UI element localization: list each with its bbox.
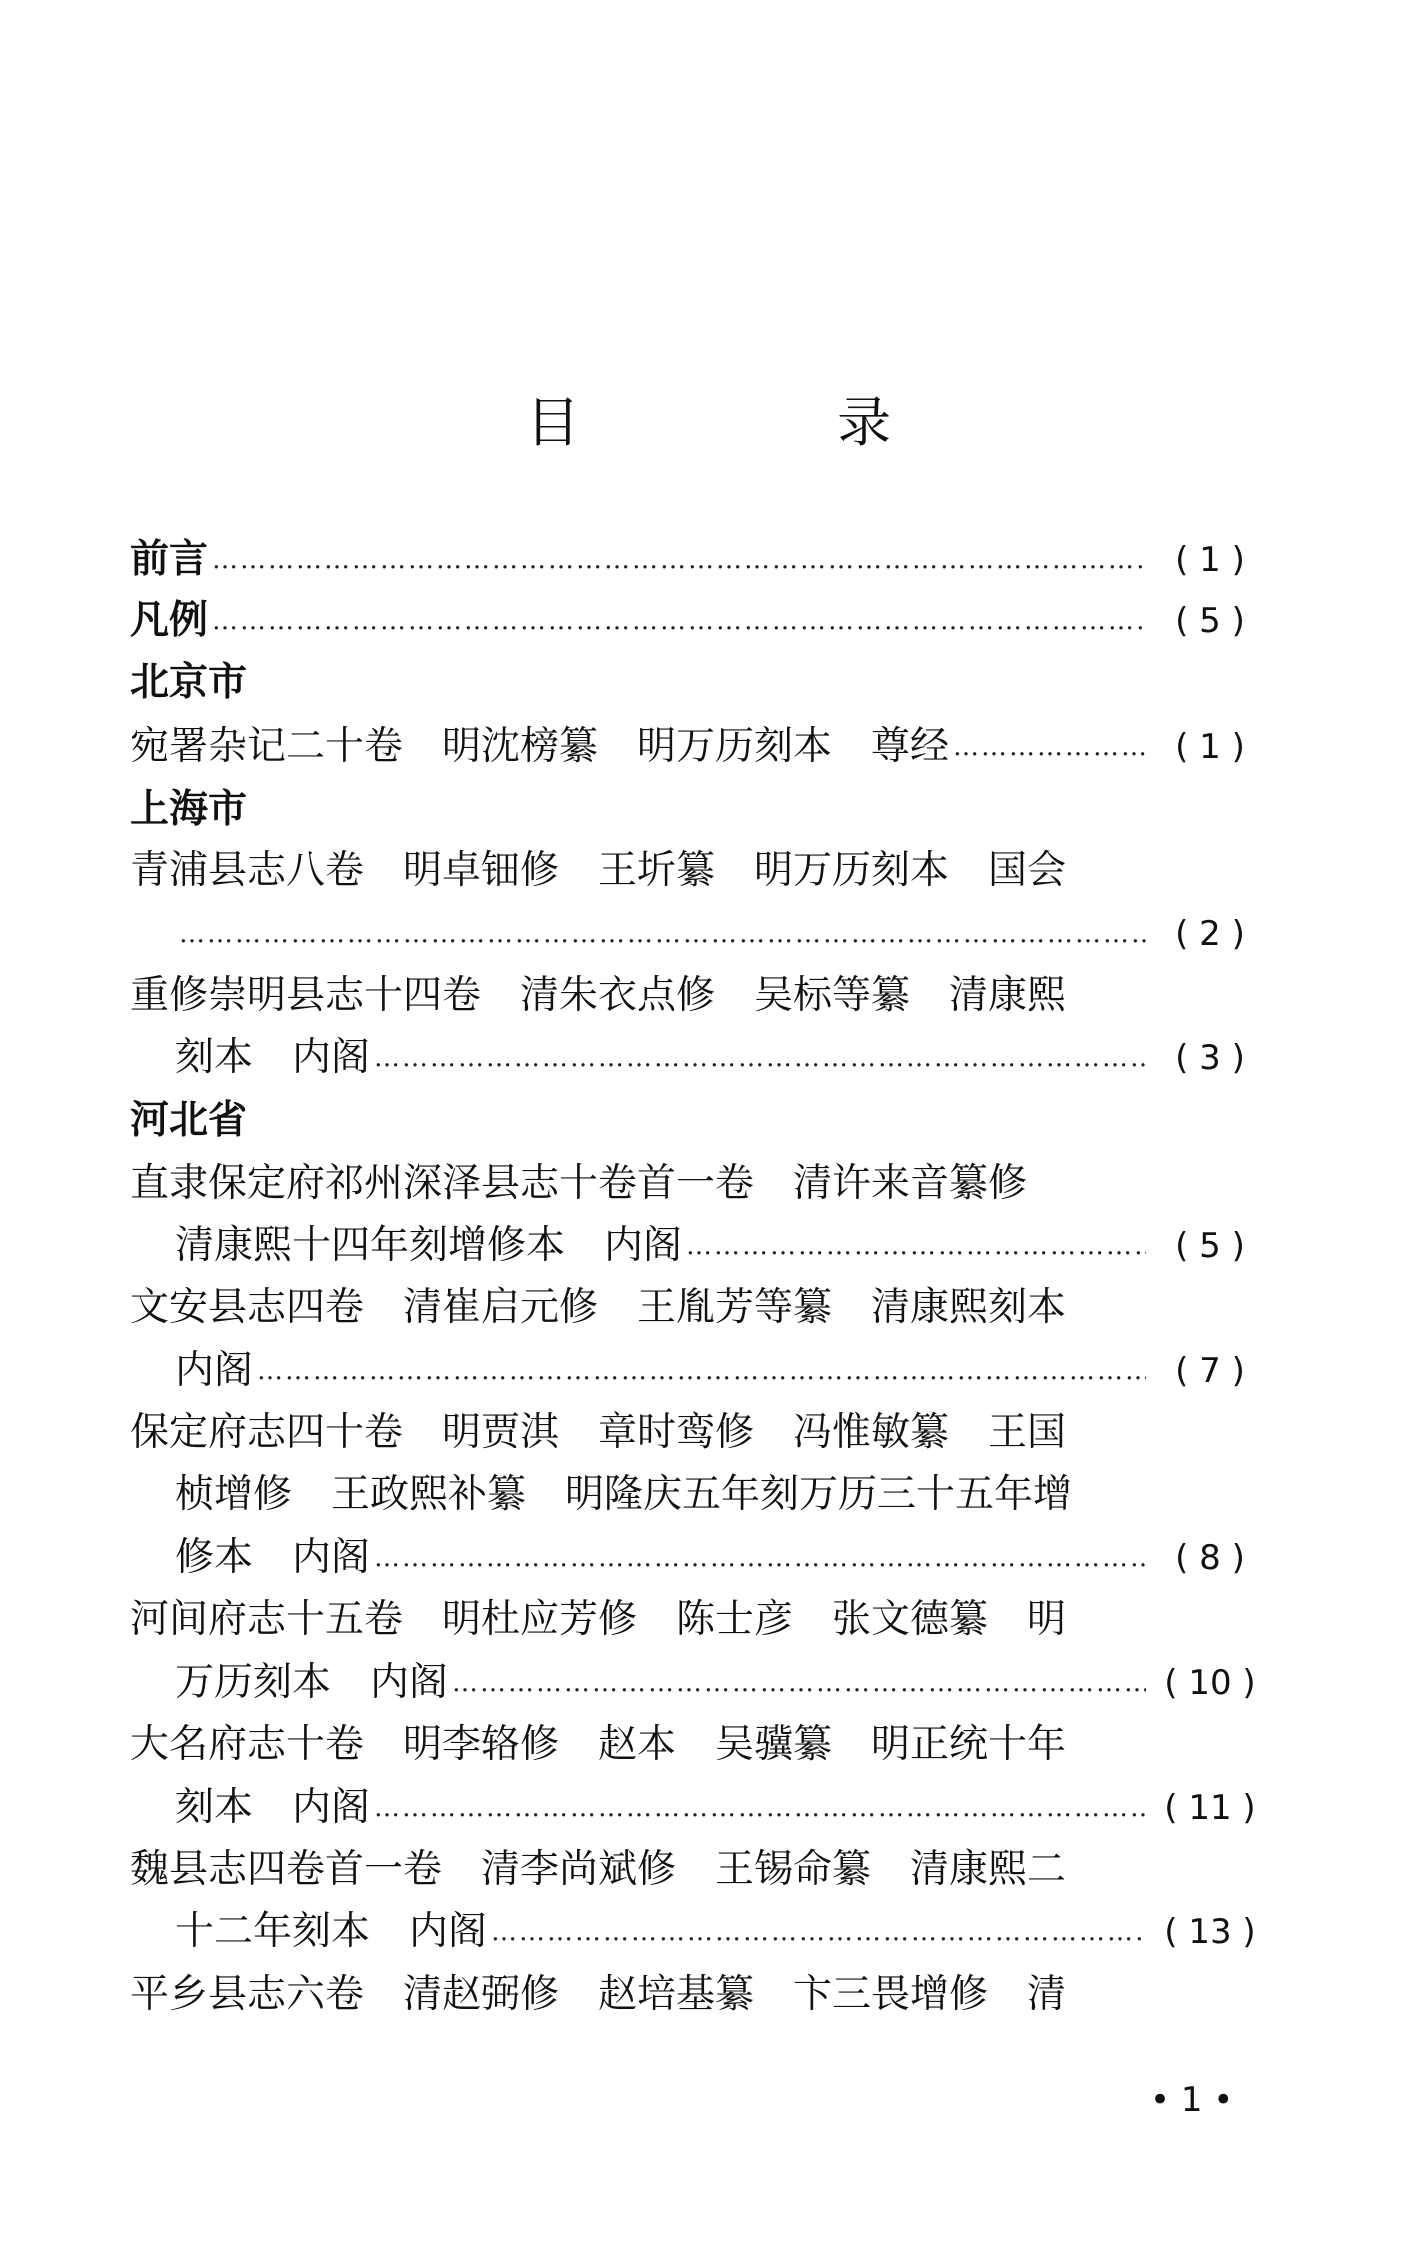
toc-entry-text: 文安县志四卷 清崔启元修 王胤芳等纂 清康熙刻本: [130, 1285, 1067, 1330]
toc-entry-continuation[interactable]: [175, 1901, 1270, 1963]
toc-entry-text: 平乡县志六卷 清赵弼修 赵培基纂 卞三畏增修 清: [130, 1972, 1067, 2017]
leader-dots: [686, 1215, 1146, 1277]
toc-entry[interactable]: [130, 1589, 1270, 1651]
toc-entry[interactable]: [130, 1153, 1270, 1215]
leader-dots: [212, 529, 1146, 591]
toc-entry-text: 刻本 内阁: [175, 1035, 371, 1080]
leader-dots: [257, 1340, 1146, 1402]
section-heading-hebei: 河北省: [130, 1098, 248, 1143]
toc-entry-text: 宛署杂记二十卷 明沈榜纂 明万历刻本 尊经: [130, 724, 950, 769]
toc-entry-text: 修本 内阁: [175, 1535, 371, 1580]
toc-entry-continuation[interactable]: [175, 1215, 1270, 1277]
toc-entry-continuation[interactable]: [175, 1527, 1270, 1589]
toc-entry-text: 重修崇明县志十四卷 清朱衣点修 吴标等纂 清康熙: [130, 973, 1067, 1018]
toc-entry-label: 凡例: [130, 598, 209, 643]
leader-dots: [179, 903, 1146, 965]
toc-page-number: ( 8 ): [1175, 1538, 1245, 1578]
toc-entry-text: 青浦县志八卷 明卓钿修 王圻纂 明万历刻本 国会: [130, 848, 1067, 893]
toc-page-number: ( 5 ): [1175, 1226, 1245, 1266]
toc-page-number: ( 3 ): [1175, 1038, 1245, 1078]
toc-entry-text: 河间府志十五卷 明杜应芳修 陈士彦 张文德纂 明: [130, 1597, 1067, 1642]
leader-dots: [953, 716, 1146, 778]
toc-entry-text: 桢增修 王政熙补纂 明隆庆五年刻万历三十五年增: [175, 1472, 1073, 1517]
toc-entry-continuation[interactable]: [175, 1464, 1270, 1526]
leader-dots: [212, 590, 1146, 652]
toc-page-number: ( 11 ): [1164, 1788, 1256, 1828]
leader-dots: [374, 1027, 1146, 1089]
toc-entry-text: 万历刻本 内阁: [175, 1660, 449, 1705]
toc-entry-text: 魏县志四卷首一卷 清李尚斌修 王锡命纂 清康熙二: [130, 1847, 1067, 1892]
toc-entry-text: 十二年刻本 内阁: [175, 1909, 488, 1954]
toc-entry[interactable]: [130, 1714, 1270, 1776]
toc-entry-text: 大名府志十卷 明李辂修 赵本 吴骥纂 明正统十年: [130, 1722, 1067, 1767]
toc-entry-label: 前言: [130, 537, 209, 582]
leader-dots: [491, 1901, 1146, 1963]
page-number: • 1 •: [1150, 2080, 1234, 2120]
toc-entry-text: 直隶保定府祁州深泽县志十卷首一卷 清许来音纂修: [130, 1161, 1028, 1206]
section-heading-beijing: 北京市: [130, 660, 248, 705]
toc-page-number: ( 10 ): [1164, 1663, 1256, 1703]
toc-entry-text: 保定府志四十卷 明贾淇 章时鸾修 冯惟敏纂 王国: [130, 1410, 1067, 1455]
toc-page-number: ( 5 ): [1175, 601, 1245, 641]
toc-entry[interactable]: [130, 840, 1270, 902]
toc-page-number: ( 13 ): [1164, 1912, 1256, 1952]
toc-entry[interactable]: [130, 716, 1270, 778]
leader-dots: [452, 1652, 1146, 1714]
toc-entry[interactable]: [130, 1402, 1270, 1464]
toc-page-number: ( 1 ): [1175, 727, 1245, 767]
toc-entry-preface[interactable]: [130, 529, 1270, 591]
toc-page-number: ( 7 ): [1175, 1351, 1245, 1391]
toc-entry-continuation[interactable]: [175, 903, 1270, 965]
page-title: 目 录: [525, 391, 1012, 454]
toc-entry[interactable]: [130, 1277, 1270, 1339]
toc-entry-conventions[interactable]: [130, 590, 1270, 652]
toc-entry-continuation[interactable]: [175, 1027, 1270, 1089]
toc-entry[interactable]: [130, 1839, 1270, 1901]
toc-entry-continuation[interactable]: [175, 1652, 1270, 1714]
section-heading-shanghai: 上海市: [130, 787, 248, 832]
leader-dots: [374, 1527, 1146, 1589]
leader-dots: [374, 1777, 1146, 1839]
toc-page-number: ( 1 ): [1175, 540, 1245, 580]
toc-entry-continuation[interactable]: [175, 1340, 1270, 1402]
toc-entry-continuation[interactable]: [175, 1777, 1270, 1839]
toc-entry-text: 刻本 内阁: [175, 1785, 371, 1830]
toc-entry-text: 内阁: [175, 1348, 254, 1393]
toc-entry[interactable]: [130, 965, 1270, 1027]
toc-entry-text: 清康熙十四年刻增修本 内阁: [175, 1223, 683, 1268]
toc-page-number: ( 2 ): [1175, 914, 1245, 954]
toc-entry[interactable]: [130, 1964, 1270, 2026]
